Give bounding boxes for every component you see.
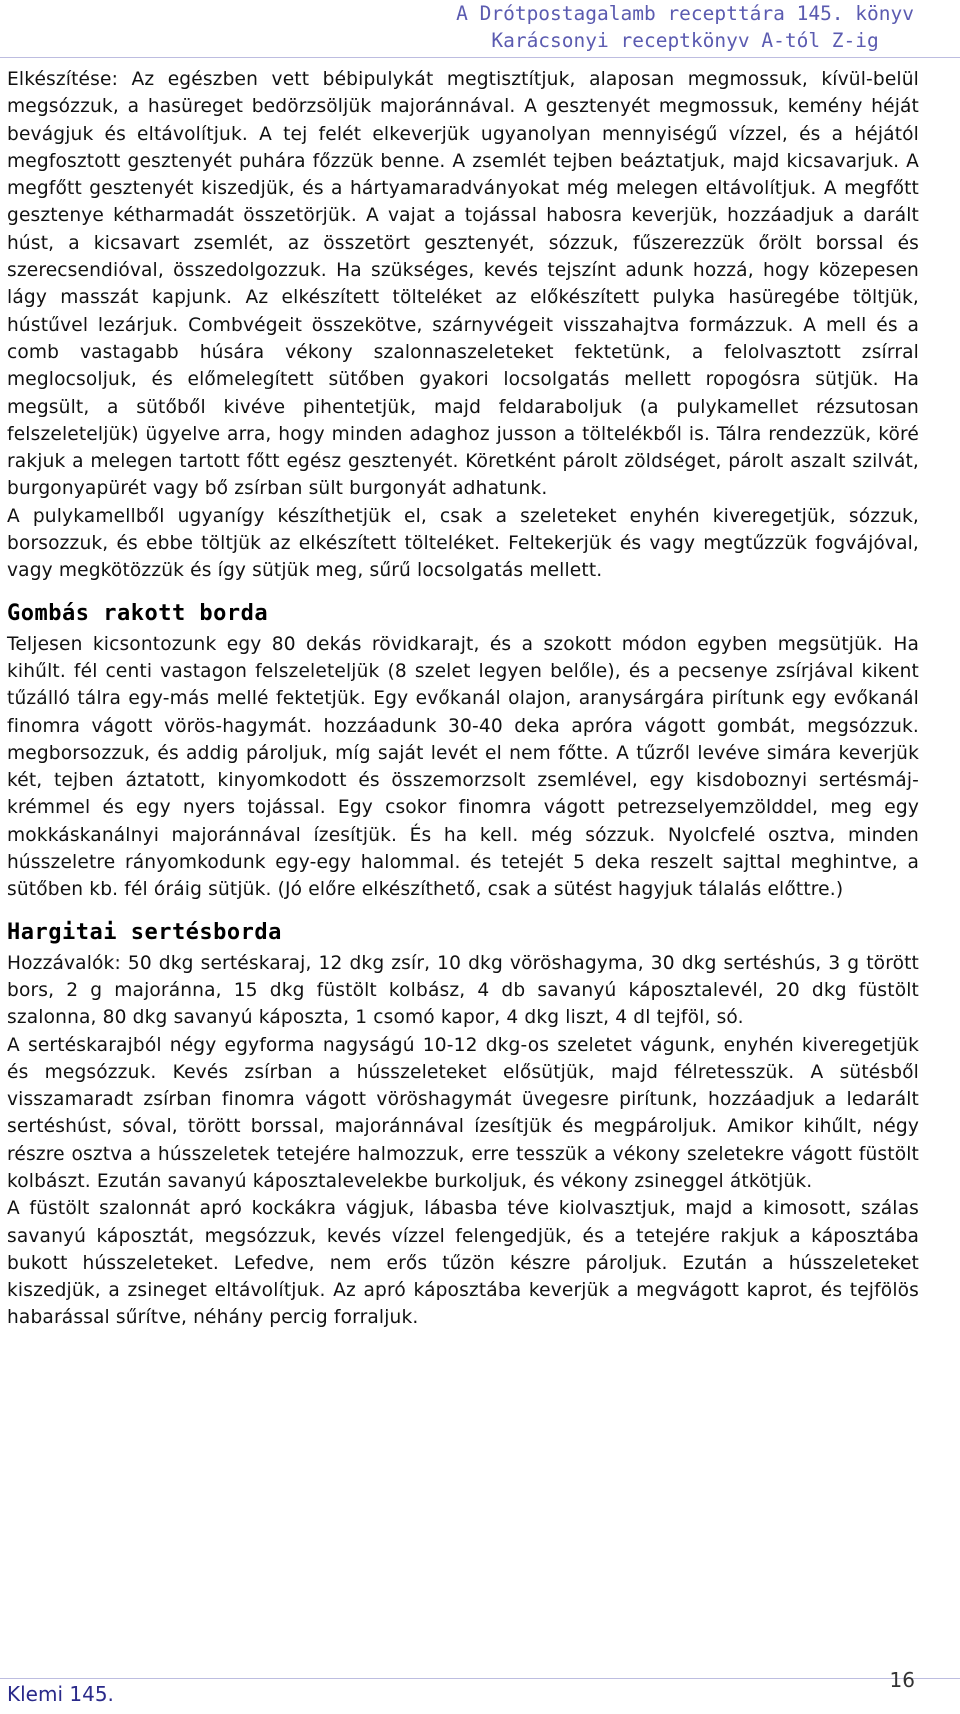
header-divider bbox=[0, 57, 960, 58]
recipe2-text: Teljesen kicsontozunk egy 80 dekás rövidkarajt, és a szokott módon egyben megsütjük. Ha kihűlt. fél centi vastagon felszeleteljük (8 szelet legyen belőle), és a pecsenye zsírjával kikent tűzálló tálra egy-más mellé fektetjük. Egy evőkanál olajon, aranysárgára pirítunk egy evőkanál finomra vágott vörös-hagymát. hozzáadunk 30-40 deka apróra vágott gombát, megsózzuk. megborsozzuk, és addig pároljuk, míg saját levét el nem főtte. A tűzről levéve simára keverjük két, tejben áztatott, kinyomkodott és összemorzsolt zsemlével, egy kisdoboznyi sertésmáj-krémmel és egy nyers tojással. Egy csokor finomra vágott petrezselyemzölddel, meg egy mokkáskanálnyi majoránnával ízesítjük. És ha kell. még sózzuk. Nyolcfelé osztva, minden hússzeletre rányomkodunk egy-egy halommal. és tetejét 5 deka reszelt sajttal meghintve, a sütőben kb. fél óráig sütjük. (Jó előre elkészíthető, csak a sütést hagyjuk tálalás előttre.) bbox=[7, 633, 919, 901]
running-header bbox=[456, 0, 914, 54]
footer-divider bbox=[0, 1678, 960, 1679]
header-book-subtitle: Karácsonyi receptkönyv A-tól Z-ig bbox=[491, 29, 879, 52]
recipe3-step1: A sertéskarajból négy egyforma nagyságú 10-12 dkg-os szeletet vágunk, enyhén kiveregetjük és megsózzuk. Kevés zsírban a hússzeleteket elősütjük, majd félretesszük. A sütésből visszamaradt zsírban finomra vágott vöröshagymát üvegesre pirítunk, hozzáadjuk a ledarált sertéshúst, sóval, törött borssal, majoránnával ízesítjük és megpároljuk. Amikor kihűlt, négy részre osztva a hússzeletek tetejére halmozzuk, erre tesszük a vékony szeletekre vágott füstölt kolbászt. Ezután savanyú káposztalevelekbe burkoljuk, és vékony zsineggel átkötjük. bbox=[7, 1034, 919, 1192]
page-content bbox=[7, 66, 919, 1332]
recipe3-ingredients: Hozzávalók: 50 dkg sertéskaraj, 12 dkg zsír, 10 dkg vöröshagyma, 30 dkg sertéshús, 3 g törött bors, 2 g majoránna, 15 dkg füstölt kolbász, 4 db savanyú káposztalevél, 20 dkg füstölt szalonna, 80 dkg savanyú káposzta, 1 csomó kapor, 4 dkg liszt, 4 dl tejföl, só. bbox=[7, 952, 919, 1029]
header-book-title: A Drótpostagalamb recepttára 145. könyv bbox=[456, 2, 914, 25]
recipe3-title: Hargitai sertésborda bbox=[7, 919, 282, 945]
recipe2-title: Gombás rakott borda bbox=[7, 600, 269, 626]
recipe1-preparation: Elkészítése: Az egészben vett bébipulykát megtisztítjuk, alaposan megmossuk, kívül-belül megsózzuk, a hasüreget bedörzsöljük majoránnával. A gesztenyét megmossuk, kemény héját bevágjuk és eltávolítjuk. A tej felét elkeverjük ugyanolyan mennyiségű vízzel, és a héjától megfosztott gesztenyét puhára főzzük benne. A zsemlét tejben beáztatjuk, majd kicsavarjuk. A megfőtt gesztenyét kiszedjük, és a hártyamaradványokat még melegen eltávolítjuk. A megfőtt gesztenye kétharmadát összetörjük. A vajat a tojással habosra keverjük, hozzáadjuk a darált húst, a kicsavart zsemlét, az összetört gesztenyét, sózzuk, fűszerezzük őrölt borssal és szerecsendióval, összedolgozzuk. Ha szükséges, kevés tejszínt adunk hozzá, hogy közepesen lágy masszát kapjunk. Az elkészített tölteléket az előkészített pulyka hasüregébe töltjük, hústűvel lezárjuk. Combvégeit összekötve, szárnyvégeit visszahajtva formázzuk. A mell és a comb vastagabb húsára vékony szalonnaszeleteket fektetünk, a felolvasztott zsírral meglocsoljuk, és előmelegített sütőben gyakori locsolgatás mellett ropogósra sütjük. Ha megsült, a sütőből kivéve pihentetjük, majd feldaraboljuk (a pulykamellet rézsutosan felszeleteljük) ügyelve arra, hogy minden adaghoz jusson a töltelékből is. Tálra rendezzük, köré rakjuk a melegen tartott főtt egész gesztenyét. Köretként párolt zöldséget, párolt aszalt szilvát, burgonyapürét vagy bő zsírban sült burgonyát adhatunk. bbox=[7, 69, 919, 500]
recipe1-variation: A pulykamellből ugyanígy készíthetjük el, csak a szeleteket enyhén kiveregetjük, sózzuk, borsozzuk, és ebbe töltjük az elkészített tölteléket. Feltekerjük és vagy megtűzzük fogvájóval, vagy megkötözzük és így sütjük meg, sűrű locsolgatás mellett. bbox=[7, 505, 919, 582]
page-number: 16 bbox=[889, 1668, 915, 1692]
footer-label: Klemi 145. bbox=[7, 1682, 114, 1706]
recipe3-step2: A füstölt szalonnát apró kockákra vágjuk, lábasba téve kiolvasztjuk, majd a kimosott, szálas savanyú káposztát, megsózzuk, kevés vízzel felengedjük, és a tetejére rakjuk a káposztába bukott hússzeleteket. Lefedve, nem erős tűzön készre pároljuk. Ezután a hússzeleteket kiszedjük, a zsineget eltávolítjuk. Az apró káposztába keverjük a megvágott kaprot, és tejfölös habarással sűrítve, néhány percig forraljuk. bbox=[7, 1198, 919, 1329]
